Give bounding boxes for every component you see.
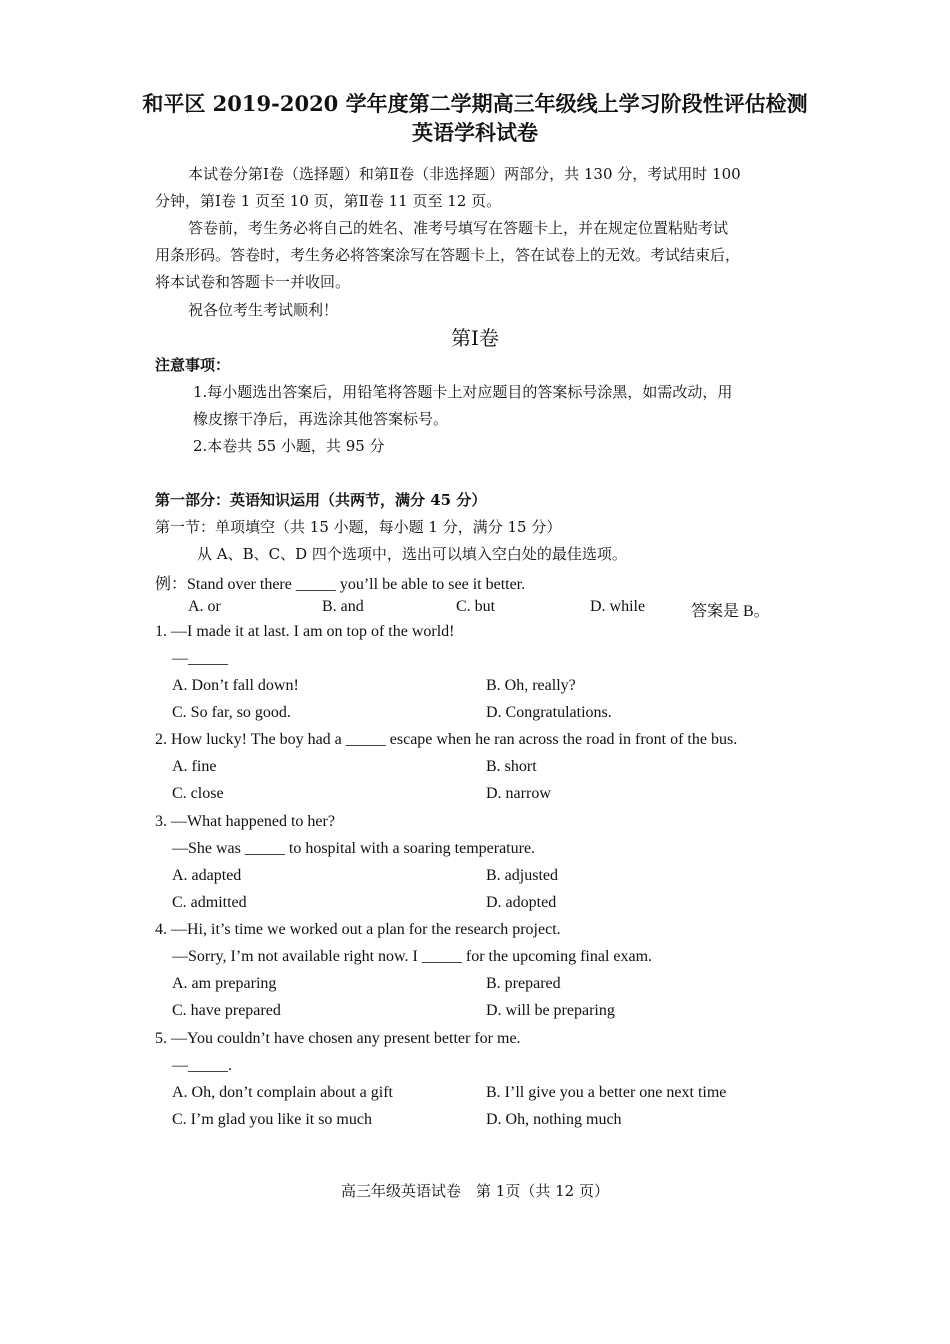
question-5-stem: 5. —You couldn’t have chosen any present better for me. (155, 1030, 521, 1047)
question-4-option-a: A. am preparing (172, 975, 277, 992)
example-answer: 答案是 B。 (691, 603, 770, 620)
question-3-option-a: A. adapted (172, 867, 242, 884)
question-1-response: —_____ (172, 650, 228, 667)
question-1-stem: 1. —I made it at last. I am on top of the world! (155, 623, 455, 640)
question-3-option-c: C. admitted (172, 894, 247, 911)
page-footer: 高三年级英语试卷 第 1页（共 12 页） (341, 1182, 609, 1200)
intro-p1-line2: 分钟，第Ⅰ卷 1 页至 10 页，第Ⅱ卷 11 页至 12 页。 (155, 192, 502, 210)
question-3-option-d: D. adopted (486, 894, 557, 911)
part1-section1: 第一节：单项填空（共 15 小题，每小题 1 分，满分 15 分） (155, 518, 562, 536)
question-1-option-d: D. Congratulations. (486, 704, 612, 721)
question-3-response: —She was _____ to hospital with a soaring temperature. (172, 840, 536, 857)
notes-heading: 注意事项： (155, 356, 231, 374)
example-option-a: A. or (188, 598, 221, 615)
question-2-option-b: B. short (486, 758, 537, 775)
part1-instruction: 从 A、B、C、D 四个选项中，选出可以填入空白处的最佳选项。 (197, 545, 627, 563)
question-1-option-a: A. Don’t fall down! (172, 677, 299, 694)
question-4-stem: 4. —Hi, it’s time we worked out a plan for the research project. (155, 921, 561, 938)
question-4-option-c: C. have prepared (172, 1002, 281, 1019)
exam-title-line2: 英语学科试卷 (412, 120, 538, 145)
intro-p1-line1: 本试卷分第Ⅰ卷（选择题）和第Ⅱ卷（非选择题）两部分，共 130 分，考试用时 100 (188, 165, 741, 183)
intro-p2-line3: 将本试卷和答题卡一并收回。 (155, 273, 351, 291)
question-2-option-a: A. fine (172, 758, 217, 775)
question-4-option-d: D. will be preparing (486, 1002, 615, 1019)
question-5-option-a: A. Oh, don’t complain about a gift (172, 1084, 393, 1101)
question-5-option-c: C. I’m glad you like it so much (172, 1111, 372, 1128)
question-1-option-c: C. So far, so good. (172, 704, 291, 721)
question-4-response: —Sorry, I’m not available right now. I _____ for the upcoming final exam. (172, 948, 653, 965)
part1-heading: 第一部分：英语知识运用（共两节，满分 45 分） (155, 491, 487, 509)
question-2-stem: 2. How lucky! The boy had a _____ escape when he ran across the road in front of the bus. (155, 731, 738, 748)
question-4-option-b: B. prepared (486, 975, 561, 992)
question-2-option-c: C. close (172, 785, 224, 802)
question-3-stem: 3. —What happened to her? (155, 813, 335, 830)
question-3-option-b: B. adjusted (486, 867, 558, 884)
exam-title-line1: 和平区 2019-2020 学年度第二学期高三年级线上学习阶段性评估检测 (142, 91, 808, 116)
example-stem: 例：Stand over there _____ you’ll be able to see it better. (155, 576, 526, 593)
question-5-option-d: D. Oh, nothing much (486, 1111, 622, 1128)
question-2-option-d: D. narrow (486, 785, 551, 802)
question-1-option-b: B. Oh, really? (486, 677, 576, 694)
intro-p2-line1: 答卷前，考生务必将自己的姓名、准考号填写在答题卡上，并在规定位置粘贴考试 (188, 219, 729, 237)
intro-p2-line2: 用条形码。答卷时，考生务必将答案涂写在答题卡上，答在试卷上的无效。考试结束后， (155, 246, 741, 264)
question-5-response: —_____. (172, 1057, 232, 1074)
intro-p3: 祝各位考生考试顺利！ (188, 301, 339, 319)
notes-item1-line2: 橡皮擦干净后，再选涂其他答案标号。 (193, 410, 449, 428)
notes-item1-line1: 1.每小题选出答案后，用铅笔将答题卡上对应题目的答案标号涂黑，如需改动，用 (193, 383, 733, 401)
example-option-c: C. but (456, 598, 496, 615)
example-option-b: B. and (322, 598, 364, 615)
notes-item2: 2.本卷共 55 小题，共 95 分 (193, 437, 385, 455)
section-title: 第Ⅰ卷 (451, 326, 499, 350)
example-option-d: D. while (590, 598, 646, 615)
question-5-option-b: B. I’ll give you a better one next time (486, 1084, 727, 1101)
